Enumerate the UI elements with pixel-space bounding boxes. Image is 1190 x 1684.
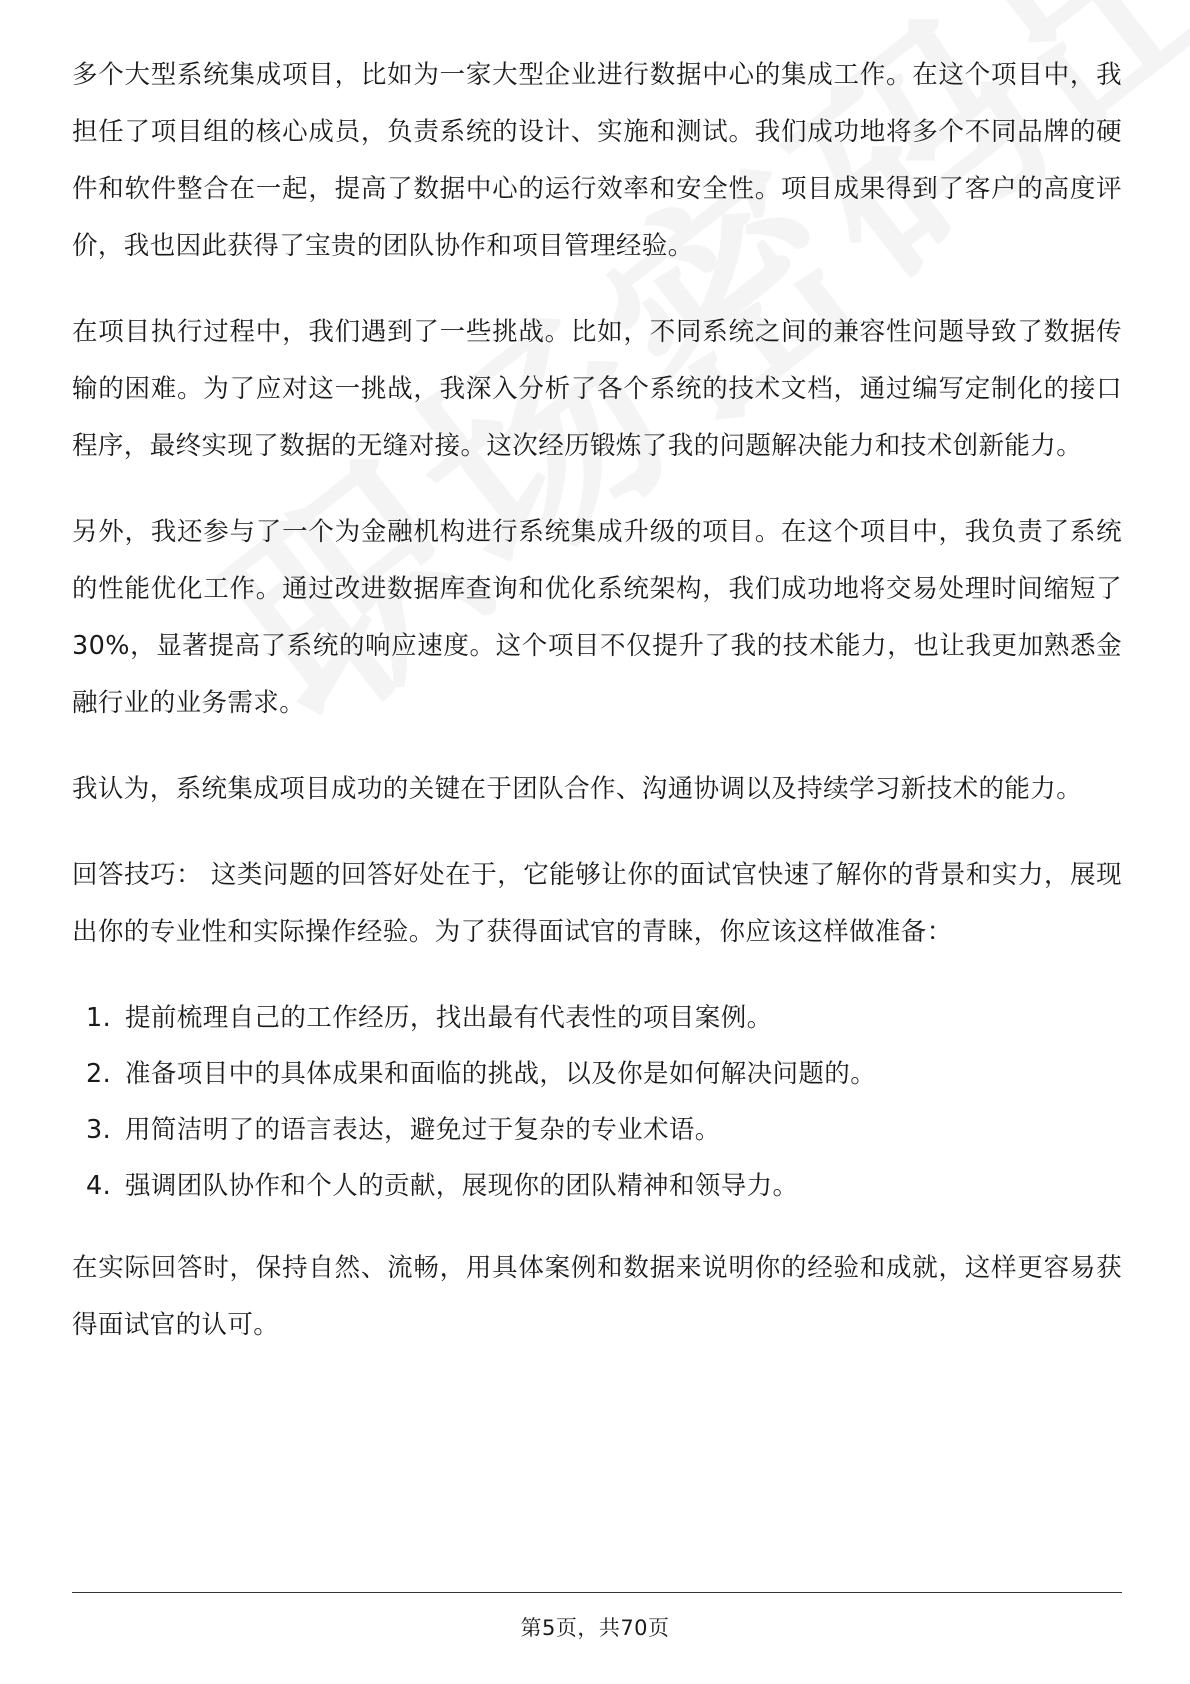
paragraph-finance-project: 另外，我还参与了一个为金融机构进行系统集成升级的项目。在这个项目中，我负责了系统的性能优化工作。通过改进数据库查询和优化系统架构，我们成功地将交易处理时间缩短了30%，显著提高了系统的响应速度。这个项目不仅提升了我的技术能力，也让我更加熟悉金融行业的业务需求。: [72, 517, 1122, 718]
list-item-number: 1.: [86, 1003, 112, 1033]
tips-list: [72, 990, 1122, 1214]
paragraph-project-experience: 多个大型系统集成项目，比如为一家大型企业进行数据中心的集成工作。在这个项目中，我担任了项目组的核心成员，负责系统的设计、实施和测试。我们成功地将多个不同品牌的硬件和软件整合在一起，提高了数据中心的运行效率和安全性。项目成果得到了客户的高度评价，我也因此获得了宝贵的团队协作和项目管理经验。: [72, 60, 1122, 261]
page-number: 第5页，共70页: [520, 1616, 670, 1640]
footer-divider: [72, 1592, 1122, 1593]
list-item-number: 3.: [86, 1115, 112, 1145]
list-item: [72, 990, 1122, 1046]
list-item-text: 提前梳理自己的工作经历，找出最有代表性的项目案例。: [125, 1003, 773, 1033]
list-item: [72, 1046, 1122, 1102]
paragraph-challenges: 在项目执行过程中，我们遇到了一些挑战。比如，不同系统之间的兼容性问题导致了数据传输的困难。为了应对这一挑战，我深入分析了各个系统的技术文档，通过编写定制化的接口程序，最终实现了数据的无缝对接。这次经历锻炼了我的问题解决能力和技术创新能力。: [72, 317, 1122, 461]
list-item: [72, 1102, 1122, 1158]
list-item-number: 2.: [86, 1059, 112, 1089]
list-item-text: 准备项目中的具体成果和面临的挑战，以及你是如何解决问题的。: [125, 1059, 877, 1089]
list-item-text: 强调团队协作和个人的贡献，展现你的团队精神和领导力。: [125, 1171, 799, 1201]
list-item-number: 4.: [86, 1171, 112, 1201]
list-item-text: 用简洁明了的语言表达，避免过于复杂的专业术语。: [125, 1115, 721, 1145]
paragraph-answer-tips: 回答技巧： 这类问题的回答好处在于，它能够让你的面试官快速了解你的背景和实力，展现出你的专业性和实际操作经验。为了获得面试官的青睐，你应该这样做准备：: [72, 860, 1122, 947]
paragraph-key-to-success: 我认为，系统集成项目成功的关键在于团队合作、沟通协调以及持续学习新技术的能力。: [72, 774, 1083, 804]
list-item: [72, 1158, 1122, 1214]
page-content: [72, 47, 1122, 1383]
paragraph-closing: 在实际回答时，保持自然、流畅，用具体案例和数据来说明你的经验和成就，这样更容易获得面试官的认可。: [72, 1253, 1122, 1340]
